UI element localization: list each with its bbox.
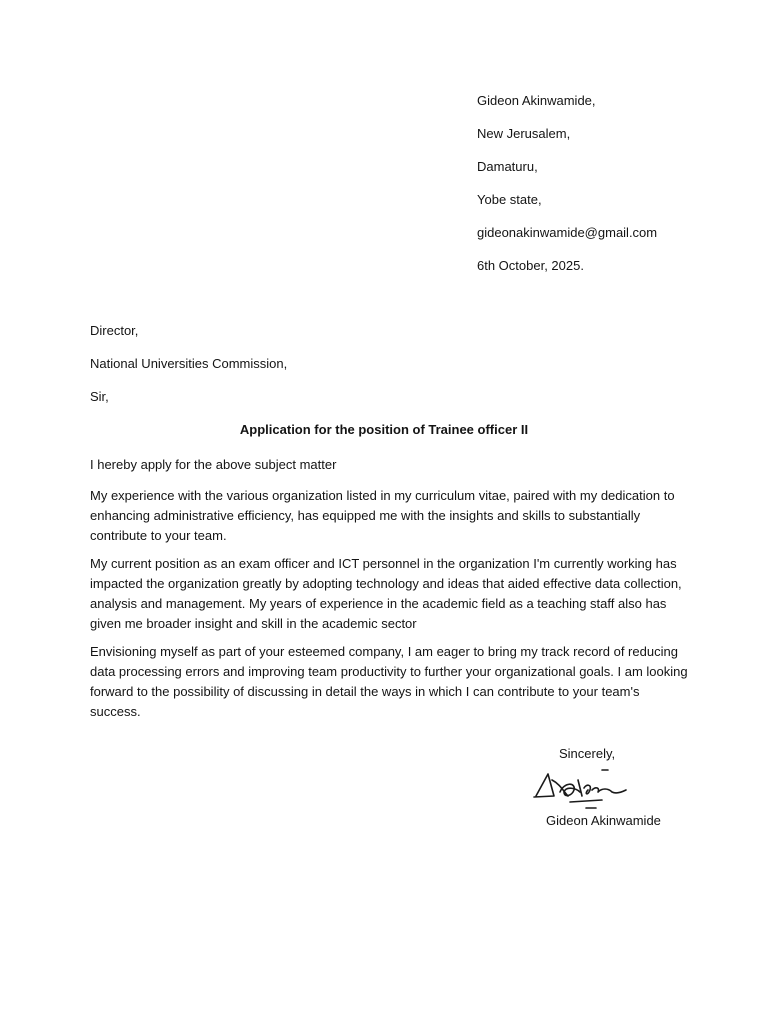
sender-address-line-2: Damaturu, <box>477 159 538 174</box>
body-paragraph: Envisioning myself as part of your esteemed company, I am eager to bring my track record of reducing data processing errors and improving team productivity to further your organizational goals. I am looking forward to the possibility of discussing in detail the ways in which I can contribute to your team's success. <box>90 644 688 719</box>
letter-body <box>90 455 690 730</box>
sender-address-block <box>477 93 757 291</box>
sender-name: Gideon Akinwamide, <box>477 93 596 108</box>
body-paragraph: I hereby apply for the above subject matter <box>90 457 337 472</box>
sender-address-line-3: Yobe state, <box>477 192 542 207</box>
signer-name: Gideon Akinwamide <box>546 813 661 828</box>
handwritten-signature <box>530 766 634 812</box>
recipient-block <box>90 323 690 422</box>
sender-email: gideonakinwamide@gmail.com <box>477 225 658 240</box>
sender-address-line-1: New Jerusalem, <box>477 126 571 141</box>
recipient-title: Director, <box>90 323 139 338</box>
subject-heading: Application for the position of Trainee officer II <box>239 422 529 437</box>
salutation: Sir, <box>90 389 109 404</box>
valediction: Sincerely, <box>559 746 616 761</box>
letter-date: 6th October, 2025. <box>477 258 584 273</box>
body-paragraph: My current position as an exam officer and ICT personnel in the organization I'm currently working has impacted the organization greatly by adopting technology and ideas that aided effective data collection, analysis and management. My years of experience in the academic field as a teaching staff also has given me broader insight and skill in the academic sector <box>90 556 682 631</box>
recipient-organization: National Universities Commission, <box>90 356 288 371</box>
body-paragraph: My experience with the various organization listed in my curriculum vitae, paired with my dedication to enhancing administrative efficiency, has equipped me with the insights and skills to substantially contribute to your team. <box>90 488 675 543</box>
